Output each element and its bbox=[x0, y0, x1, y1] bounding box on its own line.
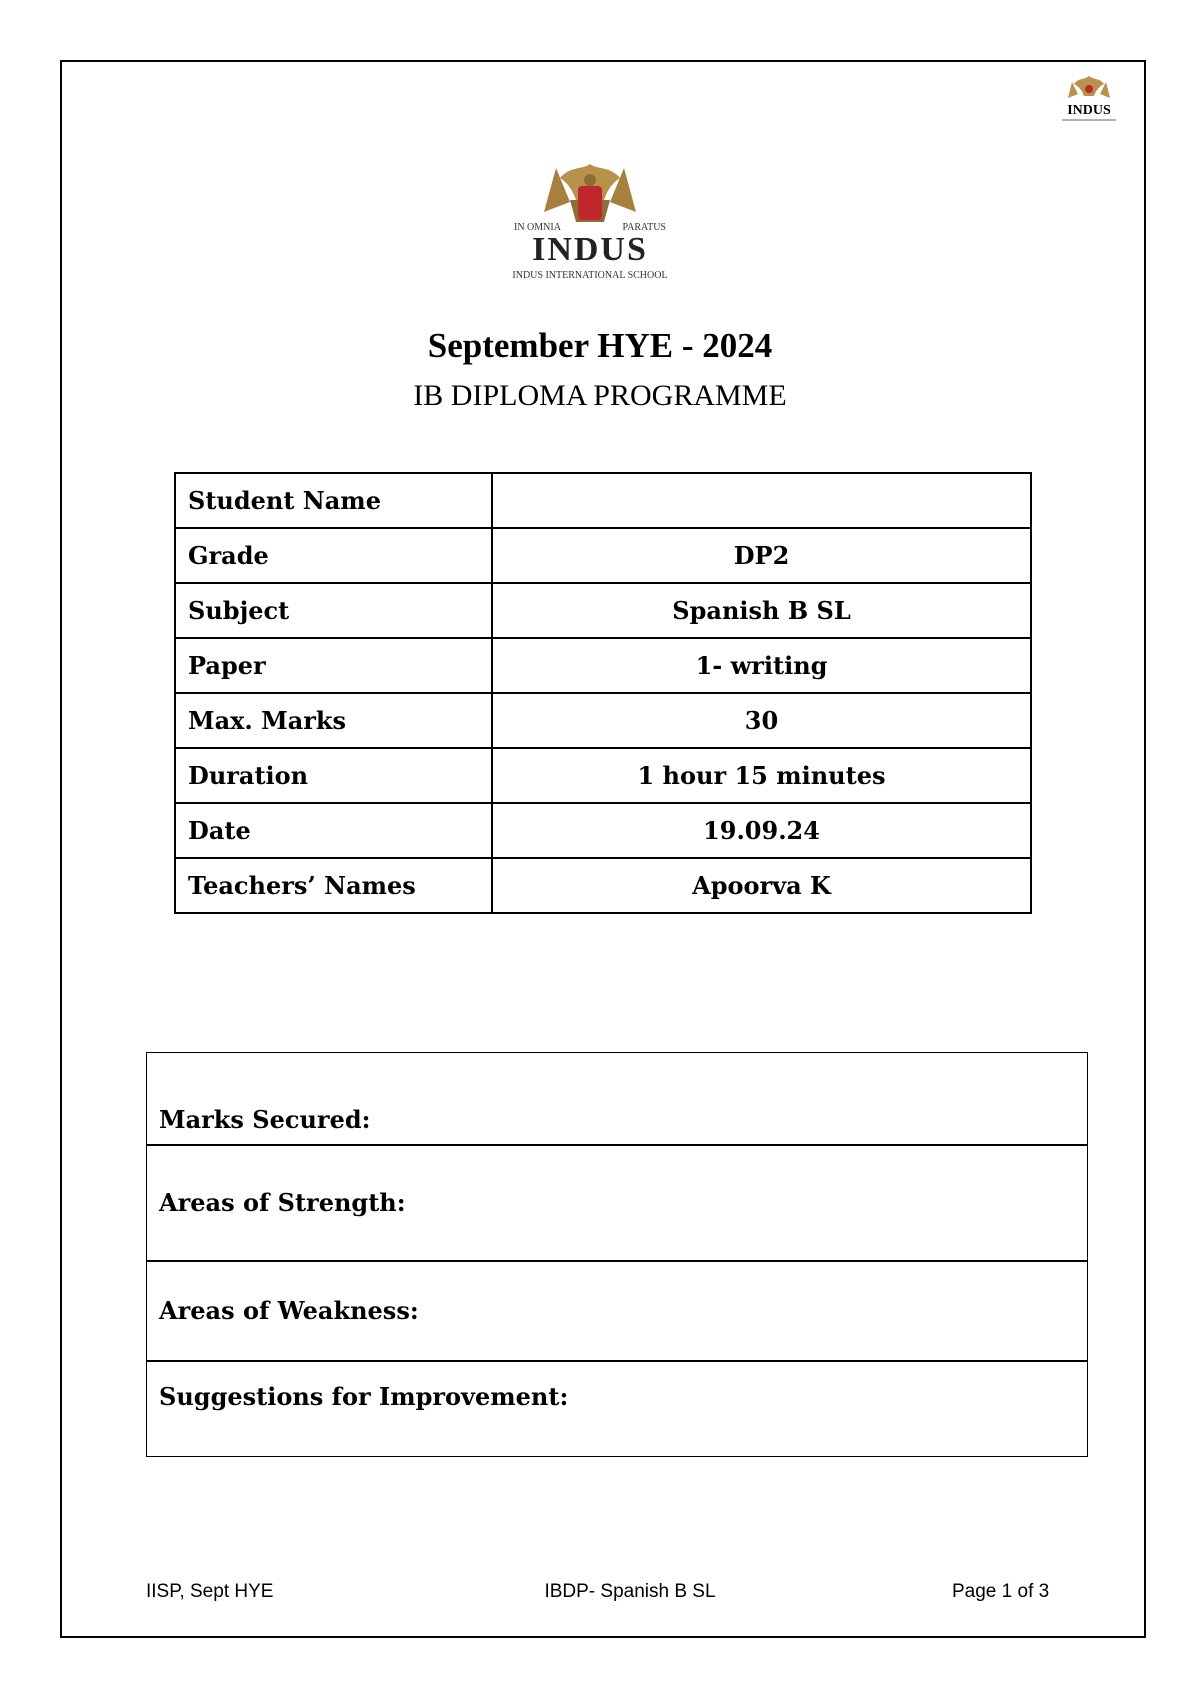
row-value: 1- writing bbox=[492, 638, 1031, 693]
row-value: 1 hour 15 minutes bbox=[492, 748, 1031, 803]
motto-left: IN OMNIA bbox=[514, 222, 561, 233]
row-value: Spanish B SL bbox=[492, 583, 1031, 638]
footer-center: IBDP- Spanish B SL bbox=[544, 1581, 716, 1602]
marks-secured-field[interactable]: Marks Secured: bbox=[147, 1053, 1088, 1145]
exam-title: September HYE - 2024 bbox=[427, 326, 773, 365]
table-row bbox=[175, 583, 1031, 638]
motto-right: PARATUS bbox=[622, 222, 666, 233]
table-row bbox=[175, 858, 1031, 913]
row-label: Date bbox=[175, 803, 492, 858]
table-row bbox=[175, 638, 1031, 693]
footer-left: IISP, Sept HYE bbox=[146, 1581, 274, 1602]
row-label: Max. Marks bbox=[175, 693, 492, 748]
row-label: Student Name bbox=[175, 473, 492, 528]
row-value: 19.09.24 bbox=[492, 803, 1031, 858]
row-label: Grade bbox=[175, 528, 492, 583]
row-label: Paper bbox=[175, 638, 492, 693]
crest-icon bbox=[544, 164, 636, 222]
weaknesses-field[interactable]: Areas of Weakness: bbox=[147, 1261, 1088, 1361]
table-row bbox=[175, 528, 1031, 583]
school-full-name: INDUS INTERNATIONAL SCHOOL bbox=[512, 270, 668, 281]
feedback-table bbox=[146, 1052, 1088, 1457]
table-row bbox=[147, 1361, 1088, 1457]
table-row bbox=[175, 803, 1031, 858]
table-row bbox=[147, 1145, 1088, 1261]
programme-subtitle: IB DIPLOMA PROGRAMME bbox=[413, 379, 787, 412]
strengths-field[interactable]: Areas of Strength: bbox=[147, 1145, 1088, 1261]
row-value: 30 bbox=[492, 693, 1031, 748]
exam-info-table bbox=[174, 472, 1032, 914]
row-value: Apoorva K bbox=[492, 858, 1031, 913]
table-row bbox=[147, 1261, 1088, 1361]
logo-wordmark: INDUS bbox=[532, 231, 648, 268]
page-number: Page 1 of 3 bbox=[952, 1581, 1050, 1602]
student-name-field[interactable] bbox=[492, 473, 1031, 528]
row-value: DP2 bbox=[492, 528, 1031, 583]
table-row bbox=[175, 473, 1031, 528]
corner-school-logo bbox=[1056, 72, 1122, 128]
suggestions-field[interactable]: Suggestions for Improvement: bbox=[147, 1361, 1088, 1457]
row-label: Duration bbox=[175, 748, 492, 803]
main-school-logo bbox=[500, 160, 680, 284]
table-row bbox=[175, 693, 1031, 748]
table-row bbox=[175, 748, 1031, 803]
row-label: Teachers’ Names bbox=[175, 858, 492, 913]
corner-logo-wordmark: INDUS bbox=[1067, 103, 1111, 118]
row-label: Subject bbox=[175, 583, 492, 638]
table-row bbox=[147, 1053, 1088, 1145]
